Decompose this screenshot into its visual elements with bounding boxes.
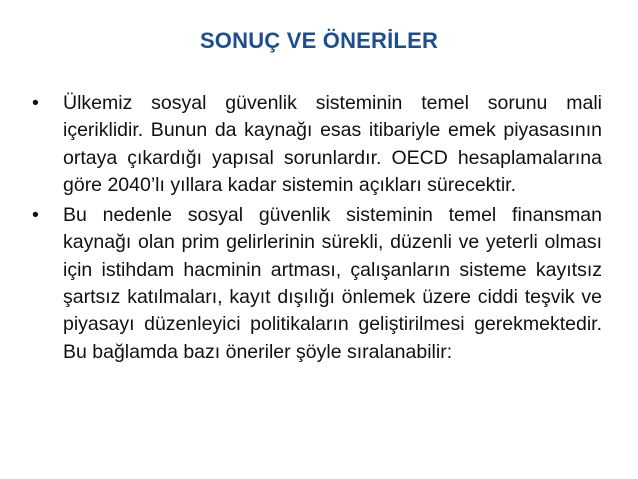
bullet-marker: • (32, 92, 39, 114)
bullet-text: Bu nedenle sosyal güvenlik sisteminin temel finansman kaynağı olan prim gelirlerinin sürekli, düzenli ve yeterli olması için istihdam hacminin artması, çalışanların sisteme kayıtsız şartsız katılmaları, kayıt dışılığı önlemek üzere ciddi teşvik ve piyasayı düzenleyici politikaların geliştirilmesi gerekmektedir. Bu bağlamda bazı öneriler şöyle sıralanabilir: (63, 204, 602, 363)
bullet-item (30, 90, 602, 199)
bullet-list (30, 90, 602, 369)
bullet-item (30, 202, 602, 366)
slide-title: SONUÇ VE ÖNERİLER (199, 28, 439, 53)
bullet-marker: • (32, 204, 39, 227)
bullet-text: Ülkemiz sosyal güvenlik sisteminin temel sorunu mali içeriklidir. Bunun da kaynağı esas itibariyle emek piyasasının ortaya çıkardığı yapısal sorunlardır. OECD hesaplamalarına göre 2040’lı yıllara kadar sistemin açıkları sürecektir. (63, 92, 602, 196)
